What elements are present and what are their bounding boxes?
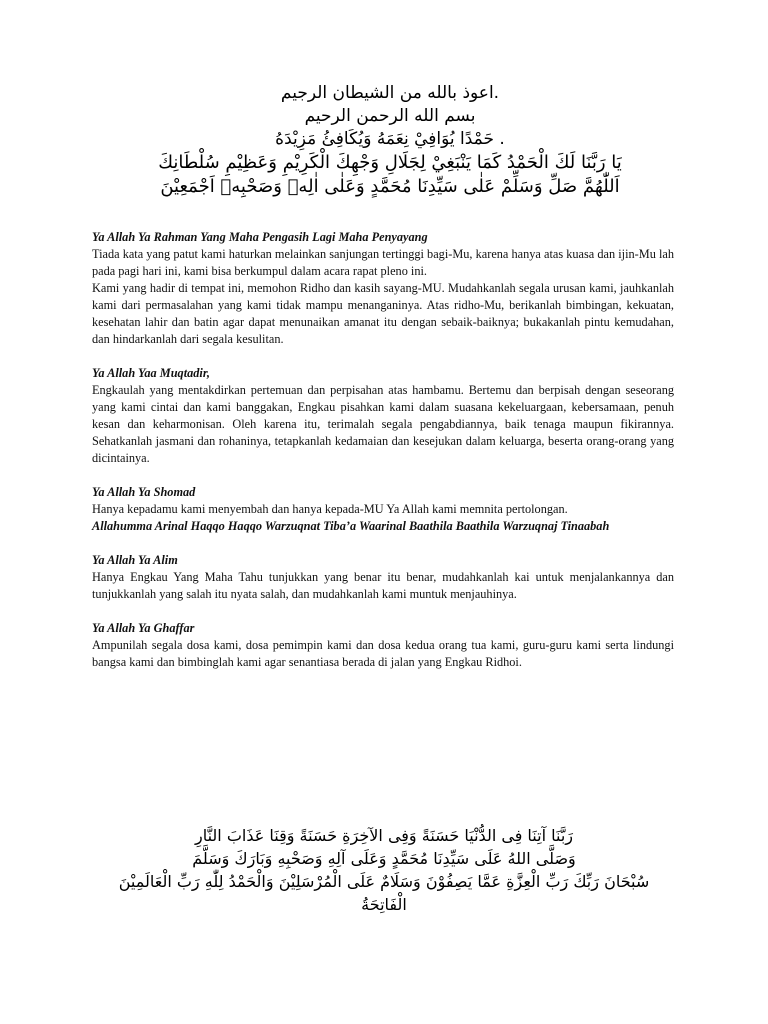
closing-arabic-prayer (112, 824, 656, 916)
hamdalah-line: . حَمْدًا يُوَافِيْ نِعَمَهُ وَيُكَافِئُ مَزِيْدَهُ (275, 129, 505, 149)
rabbana-line: رَبَّنَا آتِنَا فِى الدُّنْيَا حَسَنَةً وَفِى الآخِرَةِ حَسَنَةً وَقِنَا عَذَابَ النَّارِ (194, 826, 573, 845)
section-ya-alim (92, 552, 674, 603)
transliterated-prayer: Allahumma Arinal Haqqo Haqqo Warzuqnat Tiba’a Waarinal Baathila Baathila Warzuqnaj Tinaabah (92, 519, 610, 533)
section-heading: Ya Allah Yaa Muqtadir, (92, 366, 211, 380)
section-paragraph: Engkaulah yang mentakdirkan pertemuan dan perpisahan atas hambamu. Bertemu dan berpisah dengan seseorang yang kami cintai dan kami banggakan, Engkau pisahkan kami dalam suasana kekeluargaan, kebersamaan, penuh kesan dan keharmonisan. Oleh karena itu, terimalah segala pengabdiannya, baik tenaga maupun fikirannya. Sehatkanlah jasmani dan rohaninya, tetapkanlah kedamaian dan kesejukan dalam keluarga, beserta orang-orang yang dicintainya. (92, 383, 674, 465)
taawudz-line: .اعوذ بالله من الشيطان الرجيم (280, 83, 500, 103)
section-heading: Ya Allah Ya Alim (92, 553, 178, 567)
section-paragraph: Kami yang hadir di tempat ini, memohon Ridho dan kasih sayang-MU. Mudahkanlah segala urusan kami, jauhkanlah kami dari permasalahan yang kami tidak mampu menanganinya. Atas ridho-Mu, berikanlah bimbingan, kekuatan, kesehatan lahir dan batin agar dapat menunaikan amanat itu dengan sebaik-baiknya; bukakanlah pintu kemudahan, dan hindarkanlah dari segala kesulitan. (92, 281, 674, 346)
prayer-body (92, 229, 674, 688)
opening-arabic-prayer (90, 82, 690, 199)
basmalah-line: بسم الله الرحمن الرحيم (304, 106, 476, 126)
section-heading: Ya Allah Ya Rahman Yang Maha Pengasih Lagi Maha Penyayang (92, 230, 428, 244)
section-heading: Ya Allah Ya Shomad (92, 485, 196, 499)
section-ya-shomad (92, 484, 674, 535)
salawat-closing-line: وَصَلَّى اللهُ عَلَى سَيِّدِنَا مُحَمَّدٍ وَعَلَى آلِهِ وَصَحْبِهِ وَبَارَكَ وَسَلَّمَ (192, 849, 576, 868)
salawat-line: اَللّٰهُمَّ صَلِّ وَسَلِّمْ عَلٰى سَيِّدِنَا مُحَمَّدٍ وَعَلٰى اٰلِهٖ وَصَحْبِهٖ اَجْمَعِيْنَ (160, 176, 620, 197)
section-paragraph: Ampunilah segala dosa kami, dosa pemimpin kami dan dosa kedua orang tua kami, guru-guru kami serta lindungi bangsa kami dan bimbinglah kami agar senantiasa berada di jalan yang Engkau Ridhoi. (92, 638, 674, 669)
section-ya-ghaffar (92, 620, 674, 671)
section-paragraph: Tiada kata yang patut kami haturkan melainkan sanjungan tertinggi bagi-Mu, karena hanya atas kuasa dan ijin-Mu lah pada pagi hari ini, kami bisa berkumpul dalam acara rapat pleno ini. (92, 247, 674, 278)
praise-line: يَا رَبَّنَا لَكَ الْحَمْدُ كَمَا يَنْبَغِيْ لِجَلَالِ وَجْهِكَ الْكَرِيْمِ وَعَظِيْمِ سُلْطَانِكَ (158, 152, 622, 173)
section-ya-rahman (92, 229, 674, 348)
section-ya-muqtadir (92, 365, 674, 467)
subhana-line: سُبْحَانَ رَبِّكَ رَبِّ الْعِزَّةِ عَمَّا يَصِفُوْنَ وَسَلَامٌ عَلَى الْمُرْسَلِيْنَ وَالْحَمْدُ لِلّٰهِ رَبِّ الْعَالَمِيْنَ (118, 872, 650, 891)
section-paragraph: Hanya Engkau Yang Maha Tahu tunjukkan yang benar itu benar, mudahkanlah kai untuk menjalankannya dan tunjukkanlah yang salah itu nyata salah, dan mudahkanlah kami muntuk menjauhinya. (92, 570, 674, 601)
section-heading: Ya Allah Ya Ghaffar (92, 621, 195, 635)
al-fatihah-line: الْفَاتِحَةُ (361, 895, 407, 914)
section-paragraph: Hanya kepadamu kami menyembah dan hanya kepada-MU Ya Allah kami memnita pertolongan. (92, 502, 568, 516)
